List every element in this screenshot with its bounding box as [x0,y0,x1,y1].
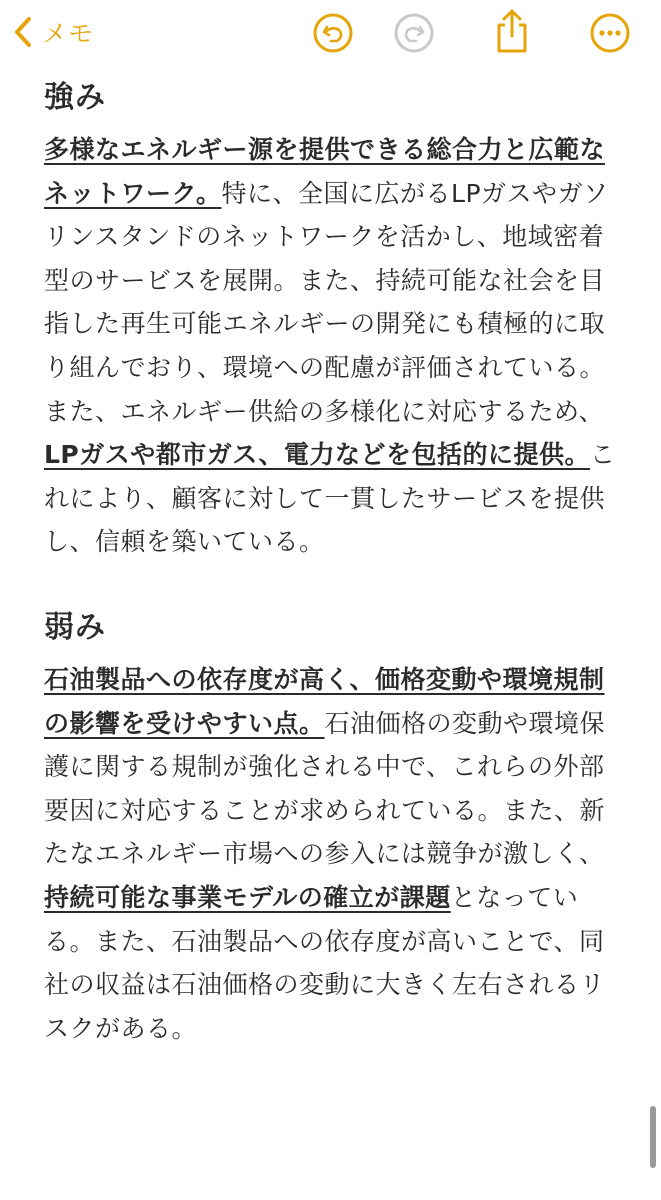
share-icon [494,8,530,54]
back-button[interactable] [14,14,94,50]
strengths-emphasis-1: 多様なエネルギー源を提供できる総合力と広範なネットワーク。 [44,135,606,208]
vertical-scrollbar[interactable] [650,1106,656,1168]
share-button[interactable] [494,8,530,58]
more-button[interactable] [589,12,631,58]
weaknesses-text-1: 石油価格の変動や環境保護に関する規制が強化される中で、これらの外部要因に対応することが求められている。また、新たなエネルギー市場への参入には競争が激しく、 [44,708,606,869]
strengths-emphasis-2: LPガスや都市ガス、電力などを包括的に提供。 [44,440,591,470]
more-icon [589,12,631,54]
undo-button[interactable] [312,12,354,58]
weaknesses-emphasis-1: 石油製品への依存度が高く、価格変動や環境規制の影響を受けやすい点。 [44,664,605,738]
weaknesses-text-2: となっている。また、石油製品への依存度が高いことで、同社の収益は石油価格の変動に大きく左右されるリスクがある。 [44,882,606,1043]
back-label: メモ [42,19,95,48]
weaknesses-emphasis-2: 持続可能な事業モデルの確立が課題 [44,882,451,912]
weaknesses-paragraph [44,658,616,1050]
weaknesses-heading: 弱み [44,609,106,645]
strengths-heading: 強み [44,80,106,115]
chevron-left-icon [14,17,32,47]
strengths-text-1: 特に、全国に広がるLPガスやガソリンスタンドのネットワークを活かし、地域密着型のサービスを展開。また、持続可能な社会を目指した再生可能エネルギーの開発にも積極的に取り組んでおり、環境への配慮が評価されている。また、エネルギー供給の多様化に対応するため、 [44,178,609,426]
redo-icon [393,12,435,54]
strengths-text-2: これにより、顧客に対して一貫したサービスを提供し、信頼を築いている。 [44,440,616,557]
navigation-bar [0,0,661,68]
note-body[interactable] [44,70,616,1050]
redo-button[interactable] [393,12,435,58]
strengths-paragraph [44,128,616,564]
undo-icon [312,12,354,54]
